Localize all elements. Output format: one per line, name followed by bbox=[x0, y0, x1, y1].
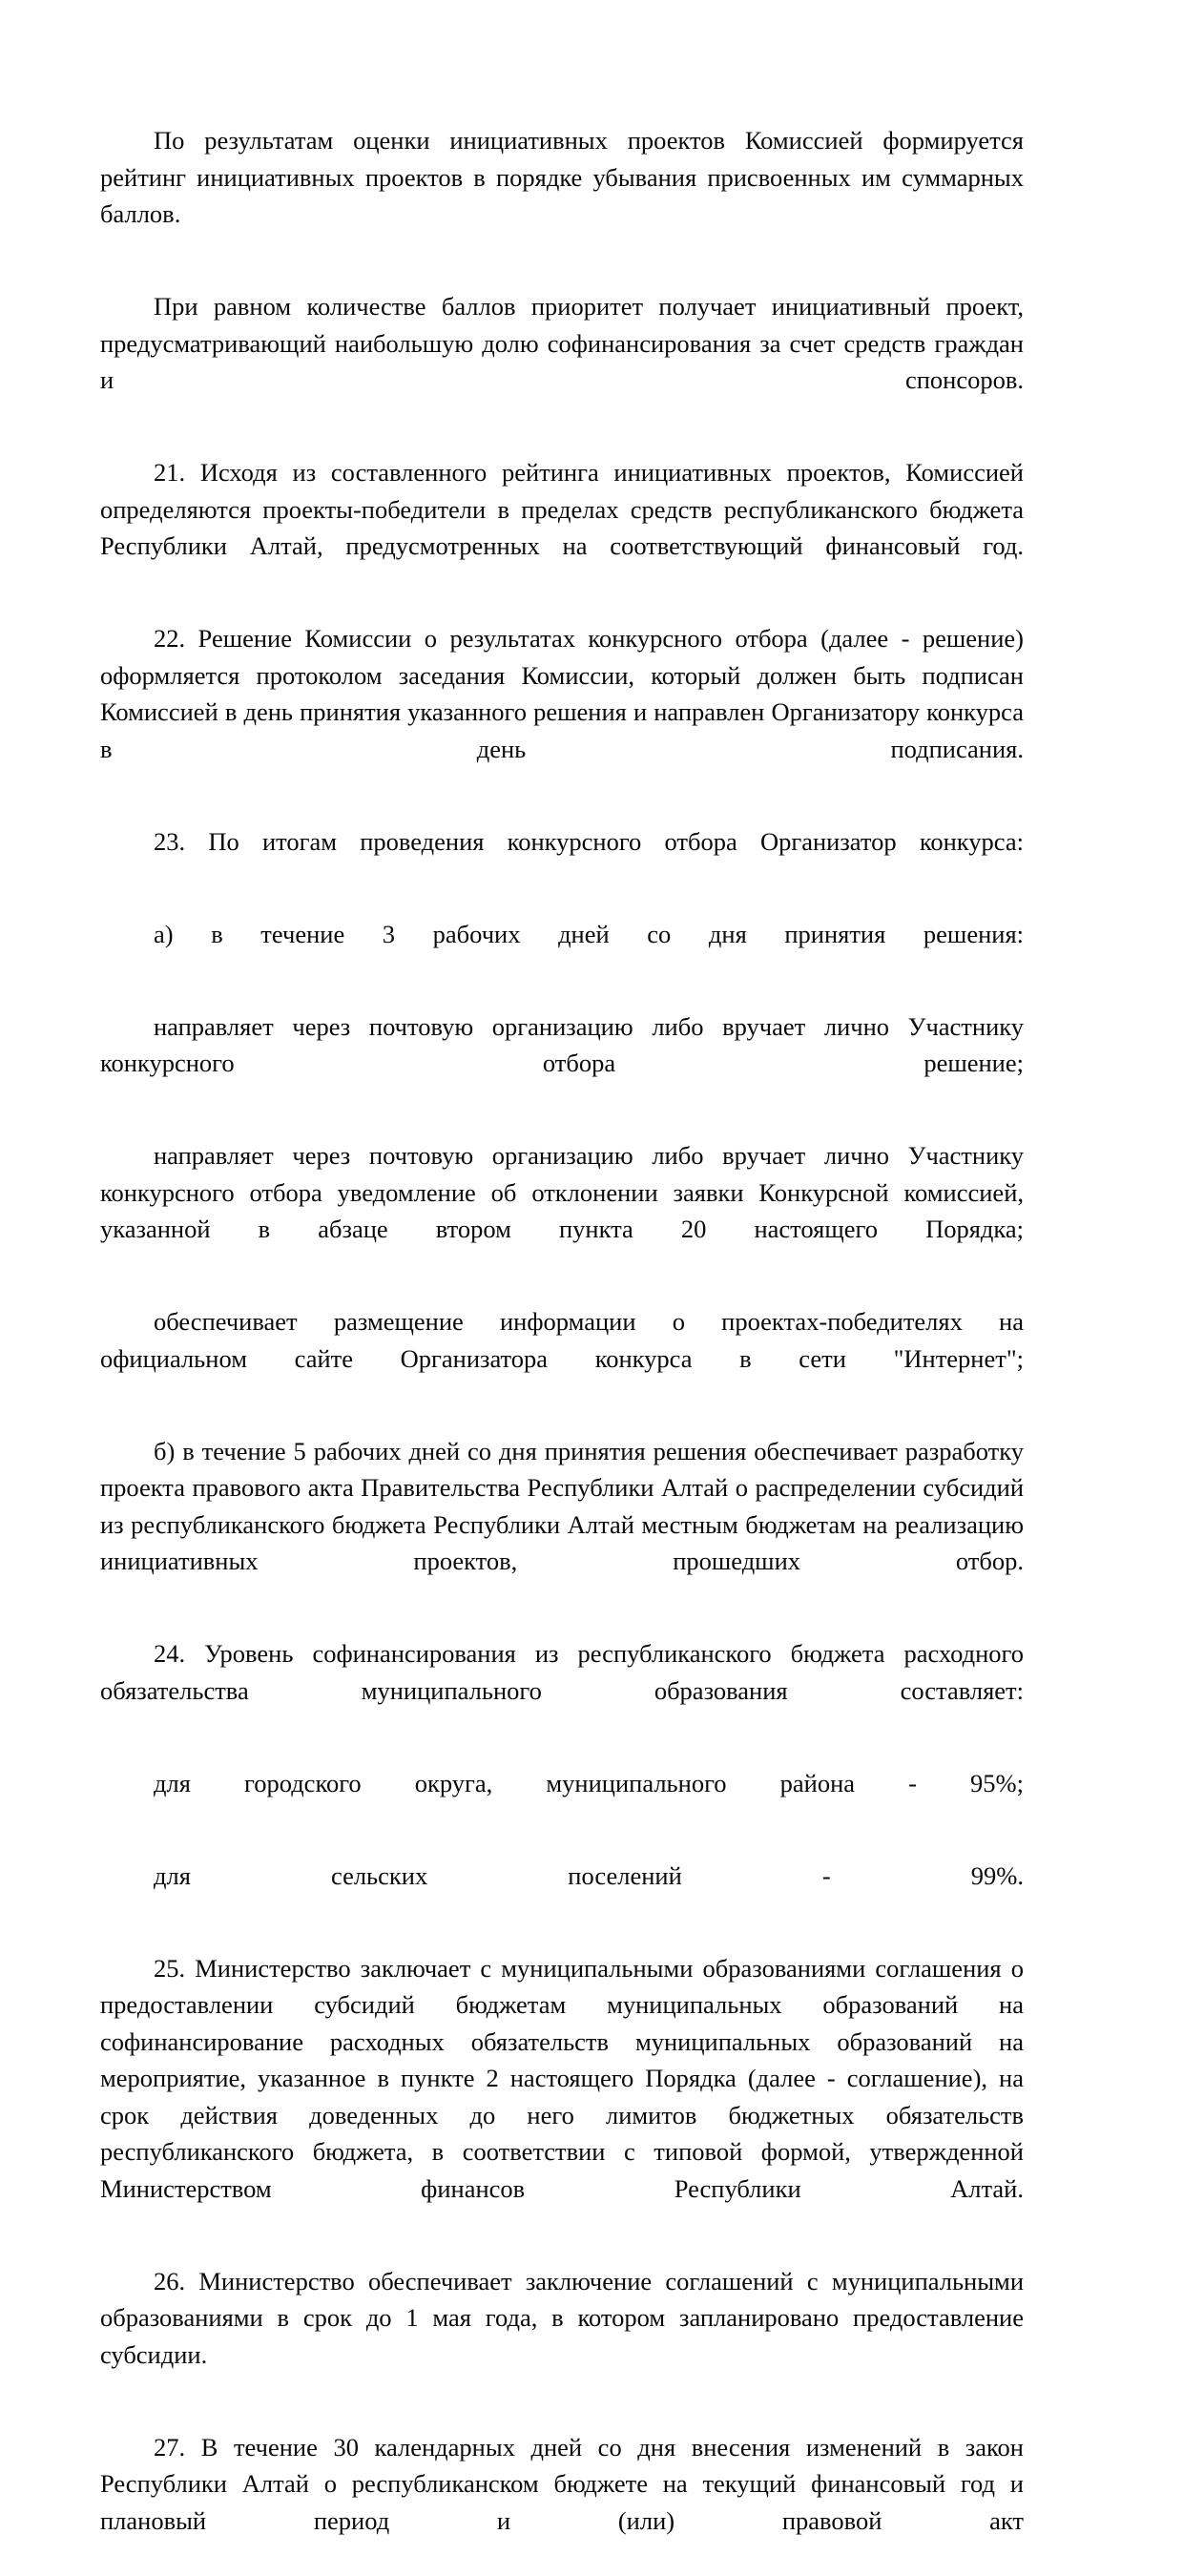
paragraph-23a-publish-winners: обеспечивает размещение информации о проектах-победителях на официальном сайте Организатора конкурса в сети "Интернет"; bbox=[100, 1307, 1024, 1373]
paragraph-22-decision-protocol: 22. Решение Комиссии о результатах конкурсного отбора (далее - решение) оформляется протоколом заседания Комиссии, который должен быть подписан Комиссией в день принятия указанного решения и направлен Организатору конкурса в день подписания. bbox=[100, 624, 1024, 763]
paragraph-23-organizer-results: 23. По итогам проведения конкурсного отбора Организатор конкурса: bbox=[154, 826, 1024, 856]
paragraph-equal-scores-priority: При равном количестве баллов приоритет получает инициативный проект, предусматривающий наибольшую долю софинансирования за счет средств граждан и спонсоров. bbox=[100, 292, 1024, 394]
paragraph-24-urban-district: для городского округа, муниципального района - 95%; bbox=[154, 1768, 1024, 1797]
paragraph-24-cofinancing-level: 24. Уровень софинансирования из республиканского бюджета расходного обязательства муниципального образования составляет: bbox=[100, 1639, 1024, 1705]
paragraph-24-rural-settlements: для сельских поселений - 99%. bbox=[154, 1860, 1024, 1890]
paragraph-rating-formation: По результатам оценки инициативных проектов Комиссией формируется рейтинг инициативных проектов в порядке убывания присвоенных им суммарных баллов. bbox=[100, 126, 1024, 228]
paragraph-25-ministry-agreements: 25. Министерство заключает с муниципальными образованиями соглашения о предоставлении субсидий бюджетам муниципальных образований на софинансирование расходных обязательств муниципальных образований на мероприятие, указанное в пункте 2 настоящего Порядка (далее - соглашение), на срок действия доведенных до него лимитов бюджетных обязательств республиканского бюджета, в соответствии с типовой формой, утвержденной Министерством финансов Республики Алтай. bbox=[100, 1953, 1024, 2203]
document-body bbox=[100, 122, 1024, 2576]
paragraph-27-thirty-days: 27. В течение 30 календарных дней со дня внесения изменений в закон Республики Алтай о республиканском бюджете на текущий финансовый год и плановый период и (или) правовой акт bbox=[100, 2432, 1024, 2535]
paragraph-21-winners: 21. Исходя из составленного рейтинга инициативных проектов, Комиссией определяются проекты-победители в пределах средств республиканского бюджета Республики Алтай, предусмотренных на соответствующий финансовый год. bbox=[100, 458, 1024, 560]
paragraph-23b-five-days: б) в течение 5 рабочих дней со дня принятия решения обеспечивает разработку проекта правового акта Правительства Республики Алтай о распределении субсидий из республиканского бюджета Республики Алтай местным бюджетам на реализацию инициативных проектов, прошедших отбор. bbox=[100, 1436, 1024, 1575]
paragraph-23a-send-rejection: направляет через почтовую организацию либо вручает лично Участнику конкурсного отбора уведомление об отклонении заявки Конкурсной комиссией, указанной в абзаце втором пункта 20 настоящего Порядка; bbox=[100, 1141, 1024, 1243]
paragraph-26-conclusion-deadline: 26. Министерство обеспечивает заключение соглашений с муниципальными образованиями в срок до 1 мая года, в котором запланировано предоставление субсидии. bbox=[100, 2266, 1024, 2369]
paragraph-23a-three-days: а) в течение 3 рабочих дней со дня принятия решения: bbox=[154, 919, 1024, 948]
paragraph-23a-send-decision: направляет через почтовую организацию либо вручает лично Участнику конкурсного отбора решение; bbox=[100, 1011, 1024, 1077]
